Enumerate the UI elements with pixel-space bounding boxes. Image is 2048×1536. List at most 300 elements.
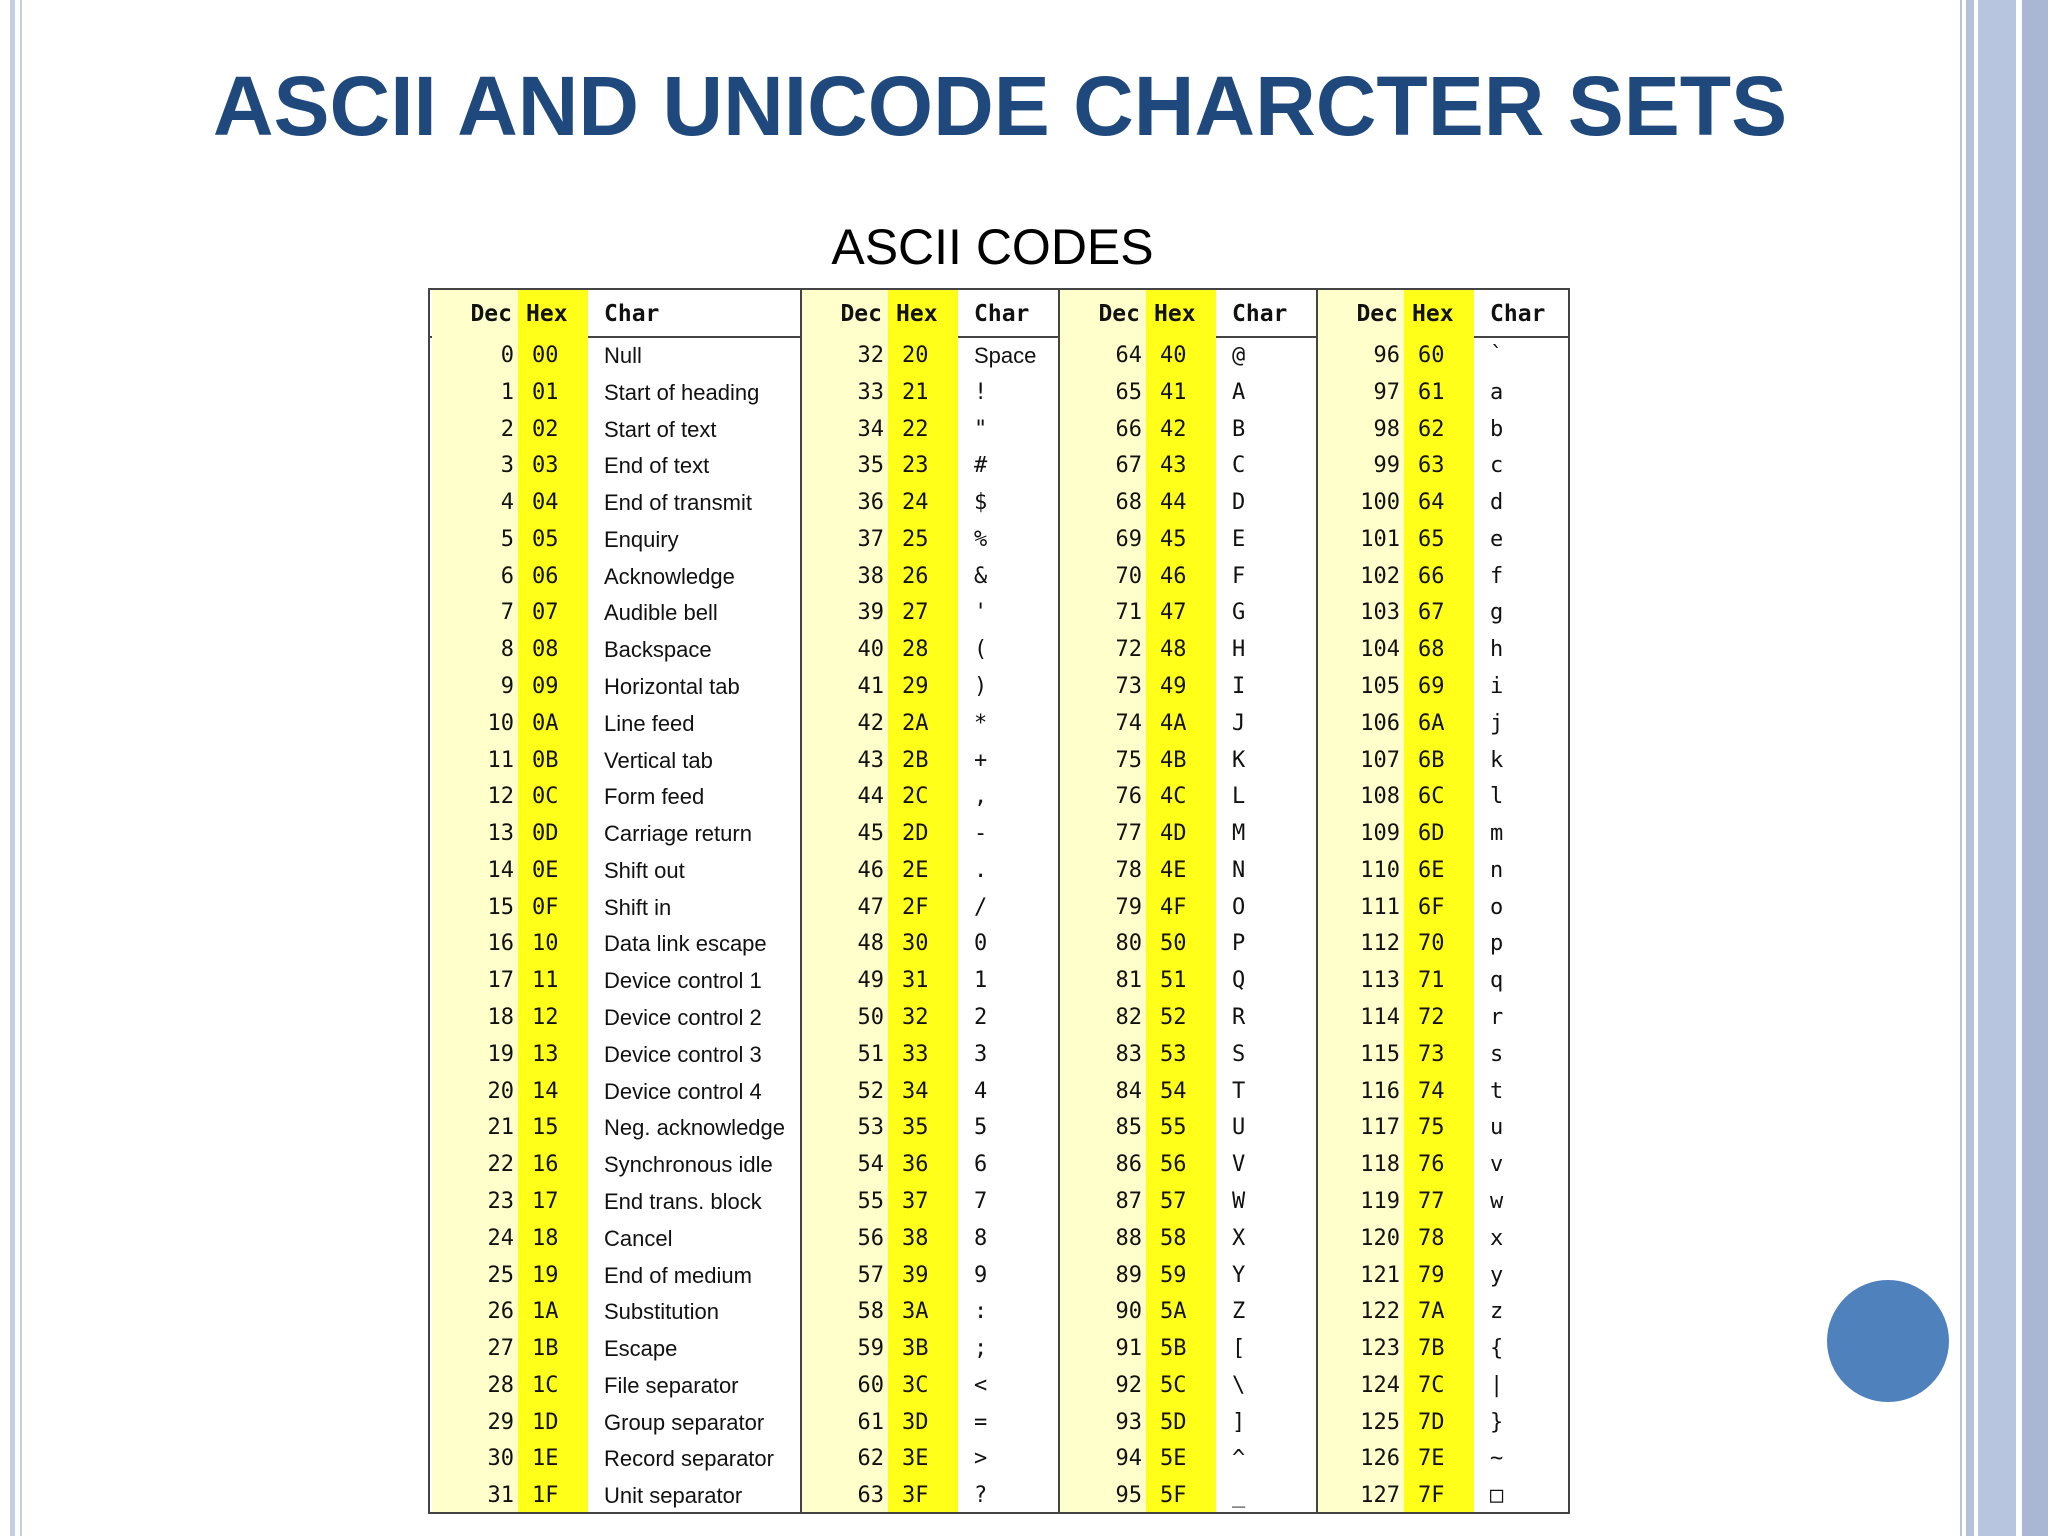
dec-cell: 48: [857, 931, 884, 957]
dec-cell: 111: [1360, 894, 1400, 920]
char-cell: R: [1232, 1005, 1246, 1031]
hex-cell: 4A: [1160, 710, 1187, 736]
char-cell: J: [1232, 710, 1246, 736]
hex-cell: 77: [1418, 1188, 1445, 1214]
dec-cell: 103: [1360, 600, 1400, 626]
dec-cell: 12: [487, 784, 514, 810]
hex-cell: 05: [532, 526, 559, 552]
dec-cell: 98: [1373, 416, 1400, 442]
dec-cell: 104: [1360, 637, 1400, 663]
dec-cell: 75: [1115, 747, 1142, 773]
header-hex: Hex: [1154, 301, 1196, 327]
hex-cell: 0B: [532, 747, 559, 773]
char-cell: Data link escape: [604, 931, 767, 957]
dec-cell: 22: [487, 1152, 514, 1178]
char-cell: (: [974, 637, 988, 663]
hex-cell: 75: [1418, 1115, 1445, 1141]
hex-cell: 6C: [1418, 784, 1445, 810]
char-cell: Backspace: [604, 637, 712, 663]
char-cell: Record separator: [604, 1446, 774, 1472]
hex-cell: 43: [1160, 453, 1187, 479]
char-cell: D: [1232, 490, 1246, 516]
hex-cell: 56: [1160, 1152, 1187, 1178]
char-cell: h: [1490, 637, 1504, 663]
header-hex: Hex: [1412, 301, 1454, 327]
char-cell: e: [1490, 526, 1504, 552]
hex-cell: 73: [1418, 1041, 1445, 1067]
char-cell: ;: [974, 1336, 988, 1362]
dec-cell: 60: [857, 1372, 884, 1398]
dec-cell: 56: [857, 1225, 884, 1251]
char-cell: Enquiry: [604, 526, 679, 552]
hex-cell: 13: [532, 1041, 559, 1067]
char-cell: z: [1490, 1299, 1504, 1325]
char-cell: .: [974, 857, 988, 883]
char-cell: }: [1490, 1409, 1504, 1435]
dec-cell: 90: [1115, 1299, 1142, 1325]
hex-cell: 68: [1418, 637, 1445, 663]
dec-cell: 115: [1360, 1041, 1400, 1067]
char-cell: Escape: [604, 1336, 678, 1362]
hex-cell: 5F: [1160, 1483, 1187, 1509]
dec-cell: 42: [857, 710, 884, 736]
char-cell: Device control 3: [604, 1041, 762, 1067]
char-cell: w: [1490, 1188, 1504, 1214]
hex-cell: 2E: [902, 857, 929, 883]
char-cell: 6: [974, 1152, 988, 1178]
hex-cell: 69: [1418, 674, 1445, 700]
hex-cell: 5A: [1160, 1299, 1187, 1325]
dec-cell: 39: [857, 600, 884, 626]
dec-cell: 118: [1360, 1152, 1400, 1178]
char-cell: End of text: [604, 453, 710, 479]
char-cell: 5: [974, 1115, 988, 1141]
char-cell: Substitution: [604, 1299, 719, 1325]
dec-cell: 34: [857, 416, 884, 442]
hex-cell: 33: [902, 1041, 929, 1067]
char-cell: Form feed: [604, 784, 705, 810]
hex-cell: 50: [1160, 931, 1187, 957]
dec-cell: 46: [857, 857, 884, 883]
char-cell: _: [1232, 1483, 1246, 1509]
hex-cell: 36: [902, 1152, 929, 1178]
hex-cell: 03: [532, 453, 559, 479]
header-hex: Hex: [526, 301, 568, 327]
dec-cell: 63: [857, 1483, 884, 1509]
hex-cell: 20: [902, 343, 929, 368]
hex-cell: 11: [532, 968, 559, 994]
dec-cell: 121: [1360, 1262, 1400, 1288]
char-cell: S: [1232, 1041, 1246, 1067]
hex-cell: 18: [532, 1225, 559, 1251]
hex-cell: 6E: [1418, 857, 1445, 883]
hex-cell: 5D: [1160, 1409, 1187, 1435]
char-cell: File separator: [604, 1372, 739, 1398]
char-cell: B: [1232, 416, 1246, 442]
hex-cell: 57: [1160, 1188, 1187, 1214]
char-cell: ~: [1490, 1446, 1504, 1472]
group-separator: [1058, 290, 1060, 1512]
hex-cell: 2B: [902, 747, 929, 773]
hex-cell: 41: [1160, 379, 1187, 405]
char-cell: Line feed: [604, 710, 695, 736]
header-char: Char: [1490, 301, 1546, 327]
hex-cell: 34: [902, 1078, 929, 1104]
char-cell: T: [1232, 1078, 1246, 1104]
char-cell: I: [1232, 674, 1246, 700]
dec-cell: 93: [1115, 1409, 1142, 1435]
hex-cell: 59: [1160, 1262, 1187, 1288]
hex-cell: 22: [902, 416, 929, 442]
hex-cell: 10: [532, 931, 559, 957]
hex-cell: 3A: [902, 1299, 929, 1325]
hex-cell: 06: [532, 563, 559, 589]
hex-cell: 01: [532, 379, 559, 405]
hex-cell: 4F: [1160, 894, 1187, 920]
char-cell: End of transmit: [604, 490, 752, 516]
group-separator: [1316, 290, 1318, 1512]
hex-cell: 58: [1160, 1225, 1187, 1251]
char-cell: U: [1232, 1115, 1246, 1141]
dec-cell: 113: [1360, 968, 1400, 994]
hex-cell: 67: [1418, 600, 1445, 626]
char-cell: 1: [974, 968, 988, 994]
dec-cell: 41: [857, 674, 884, 700]
hex-cell: 60: [1418, 343, 1445, 368]
dec-cell: 4: [500, 490, 514, 516]
char-cell: Carriage return: [604, 821, 752, 847]
hex-cell: 4D: [1160, 821, 1187, 847]
char-cell: ^: [1232, 1446, 1246, 1472]
char-cell: 0: [974, 931, 988, 957]
char-cell: &: [974, 563, 988, 589]
hex-cell: 53: [1160, 1041, 1187, 1067]
char-cell: 7: [974, 1188, 988, 1214]
dec-cell: 82: [1115, 1005, 1142, 1031]
dec-cell: 27: [487, 1336, 514, 1362]
char-cell: ': [974, 600, 988, 626]
char-cell: A: [1232, 379, 1246, 405]
char-cell: C: [1232, 453, 1246, 479]
dec-cell: 124: [1360, 1372, 1400, 1398]
hex-cell: 5B: [1160, 1336, 1187, 1362]
char-cell: d: [1490, 490, 1504, 516]
hex-cell: 45: [1160, 526, 1187, 552]
hex-cell: 0C: [532, 784, 559, 810]
hex-cell: 0F: [532, 894, 559, 920]
char-cell: u: [1490, 1115, 1504, 1141]
hex-cell: 3F: [902, 1483, 929, 1509]
dec-cell: 43: [857, 747, 884, 773]
dec-cell: 55: [857, 1188, 884, 1214]
dec-cell: 112: [1360, 931, 1400, 957]
hex-cell: 19: [532, 1262, 559, 1288]
char-cell: X: [1232, 1225, 1246, 1251]
dec-cell: 3: [500, 453, 514, 479]
header-hex: Hex: [896, 301, 938, 327]
char-cell: End of medium: [604, 1262, 752, 1288]
char-cell: !: [974, 379, 988, 405]
dec-cell: 20: [487, 1078, 514, 1104]
hex-cell: 4C: [1160, 784, 1187, 810]
char-cell: #: [974, 453, 988, 479]
char-cell: ): [974, 674, 988, 700]
dec-cell: 122: [1360, 1299, 1400, 1325]
dec-cell: 110: [1360, 857, 1400, 883]
dec-cell: 78: [1115, 857, 1142, 883]
dec-cell: 89: [1115, 1262, 1142, 1288]
header-dec: Dec: [470, 301, 512, 327]
dec-cell: 87: [1115, 1188, 1142, 1214]
hex-cell: 64: [1418, 490, 1445, 516]
dec-cell: 96: [1373, 343, 1400, 368]
char-cell: /: [974, 894, 988, 920]
char-cell: a: [1490, 379, 1504, 405]
char-cell: Audible bell: [604, 600, 718, 626]
dec-cell: 71: [1115, 600, 1142, 626]
char-cell: b: [1490, 416, 1504, 442]
dec-cell: 40: [857, 637, 884, 663]
dec-cell: 62: [857, 1446, 884, 1472]
hex-cell: 25: [902, 526, 929, 552]
dec-cell: 47: [857, 894, 884, 920]
hex-cell: 0D: [532, 821, 559, 847]
char-cell: >: [974, 1446, 988, 1472]
hex-cell: 49: [1160, 674, 1187, 700]
dec-cell: 106: [1360, 710, 1400, 736]
dec-cell: 25: [487, 1262, 514, 1288]
dec-cell: 36: [857, 490, 884, 516]
hex-cell: 65: [1418, 526, 1445, 552]
dec-cell: 74: [1115, 710, 1142, 736]
hex-cell: 70: [1418, 931, 1445, 957]
char-cell: Synchronous idle: [604, 1152, 773, 1178]
hex-cell: 12: [532, 1005, 559, 1031]
dec-cell: 19: [487, 1041, 514, 1067]
char-cell: Device control 2: [604, 1005, 762, 1031]
char-cell: +: [974, 747, 988, 773]
char-cell: 4: [974, 1078, 988, 1104]
dec-cell: 97: [1373, 379, 1400, 405]
hex-cell: 21: [902, 379, 929, 405]
hex-cell: 6F: [1418, 894, 1445, 920]
char-cell: V: [1232, 1152, 1246, 1178]
char-cell: `: [1490, 343, 1504, 368]
dec-cell: 105: [1360, 674, 1400, 700]
char-cell: P: [1232, 931, 1246, 957]
dec-cell: 9: [500, 674, 514, 700]
slide-title: ASCII AND UNICODE CHARCTER SETS: [212, 59, 1788, 153]
hex-cell: 02: [532, 416, 559, 442]
hex-cell: 0E: [532, 857, 559, 883]
hex-cell: 7B: [1418, 1336, 1445, 1362]
char-cell: l: [1490, 784, 1504, 810]
char-cell: □: [1490, 1483, 1504, 1509]
char-cell: {: [1490, 1336, 1504, 1362]
dec-cell: 45: [857, 821, 884, 847]
hex-cell: 7E: [1418, 1446, 1445, 1472]
dec-cell: 119: [1360, 1188, 1400, 1214]
dec-cell: 49: [857, 968, 884, 994]
header-char: Char: [604, 301, 660, 327]
dec-cell: 84: [1115, 1078, 1142, 1104]
dec-cell: 59: [857, 1336, 884, 1362]
char-cell: Start of text: [604, 416, 717, 442]
hex-cell: 79: [1418, 1262, 1445, 1288]
hex-cell: 76: [1418, 1152, 1445, 1178]
dec-cell: 10: [487, 710, 514, 736]
hex-cell: 40: [1160, 343, 1187, 368]
dec-cell: 70: [1115, 563, 1142, 589]
dec-cell: 95: [1115, 1483, 1142, 1509]
dec-cell: 44: [857, 784, 884, 810]
dec-cell: 32: [857, 343, 884, 368]
dec-cell: 81: [1115, 968, 1142, 994]
hex-cell: 7C: [1418, 1372, 1445, 1398]
char-cell: t: [1490, 1078, 1504, 1104]
char-cell: F: [1232, 563, 1246, 589]
hex-cell: 54: [1160, 1078, 1187, 1104]
dec-cell: 125: [1360, 1409, 1400, 1435]
hex-cell: 72: [1418, 1005, 1445, 1031]
dec-cell: 38: [857, 563, 884, 589]
decorative-circle: [1827, 1280, 1949, 1402]
dec-cell: 24: [487, 1225, 514, 1251]
dec-cell: 51: [857, 1041, 884, 1067]
dec-cell: 6: [500, 563, 514, 589]
hex-cell: 55: [1160, 1115, 1187, 1141]
char-cell: Z: [1232, 1299, 1246, 1325]
hex-cell: 51: [1160, 968, 1187, 994]
char-cell: Y: [1232, 1262, 1246, 1288]
hex-cell: 32: [902, 1005, 929, 1031]
char-cell: @: [1232, 343, 1246, 368]
char-cell: W: [1232, 1188, 1246, 1214]
char-cell: Q: [1232, 968, 1246, 994]
hex-cell: 1A: [532, 1299, 559, 1325]
dec-cell: 80: [1115, 931, 1142, 957]
char-cell: L: [1232, 784, 1246, 810]
dec-cell: 54: [857, 1152, 884, 1178]
hex-cell: 08: [532, 637, 559, 663]
char-cell: 9: [974, 1262, 988, 1288]
hex-cell: 38: [902, 1225, 929, 1251]
header-char: Char: [1232, 301, 1288, 327]
char-cell: Acknowledge: [604, 563, 735, 589]
char-cell: y: [1490, 1262, 1504, 1288]
char-cell: K: [1232, 747, 1246, 773]
dec-cell: 123: [1360, 1336, 1400, 1362]
dec-cell: 73: [1115, 674, 1142, 700]
header-dec: Dec: [840, 301, 882, 327]
group-separator: [800, 290, 802, 1512]
hex-cell: 3D: [902, 1409, 929, 1435]
hex-cell: 63: [1418, 453, 1445, 479]
hex-cell: 04: [532, 490, 559, 516]
dec-cell: 127: [1360, 1483, 1400, 1509]
hex-cell: 23: [902, 453, 929, 479]
dec-cell: 66: [1115, 416, 1142, 442]
hex-cell: 62: [1418, 416, 1445, 442]
dec-cell: 18: [487, 1005, 514, 1031]
char-cell: 3: [974, 1041, 988, 1067]
dec-cell: 61: [857, 1409, 884, 1435]
char-cell: Neg. acknowledge: [604, 1115, 786, 1141]
hex-cell: 6A: [1418, 710, 1445, 736]
hex-cell: 46: [1160, 563, 1187, 589]
char-cell: ]: [1232, 1409, 1246, 1435]
char-cell: Cancel: [604, 1225, 673, 1251]
hex-cell: 2D: [902, 821, 929, 847]
hex-cell: 7D: [1418, 1409, 1445, 1435]
char-cell: E: [1232, 526, 1246, 552]
char-cell: Shift out: [604, 857, 685, 883]
dec-cell: 52: [857, 1078, 884, 1104]
hex-cell: 4E: [1160, 857, 1187, 883]
dec-cell: 1: [500, 379, 514, 405]
dec-cell: 94: [1115, 1446, 1142, 1472]
hex-cell: 29: [902, 674, 929, 700]
hex-cell: 16: [532, 1152, 559, 1178]
dec-cell: 72: [1115, 637, 1142, 663]
char-cell: o: [1490, 894, 1504, 920]
char-cell: -: [974, 821, 988, 847]
dec-cell: 116: [1360, 1078, 1400, 1104]
char-cell: M: [1232, 821, 1246, 847]
dec-cell: 29: [487, 1409, 514, 1435]
dec-cell: 50: [857, 1005, 884, 1031]
char-cell: Group separator: [604, 1409, 765, 1435]
char-cell: H: [1232, 637, 1246, 663]
hex-cell: 44: [1160, 490, 1187, 516]
dec-cell: 126: [1360, 1446, 1400, 1472]
hex-cell: 1E: [532, 1446, 559, 1472]
hex-cell: 1D: [532, 1409, 559, 1435]
char-cell: *: [974, 710, 988, 736]
char-cell: [: [1232, 1336, 1246, 1362]
dec-cell: 14: [487, 857, 514, 883]
hex-cell: 7F: [1418, 1483, 1445, 1509]
ascii-table: [428, 288, 1570, 1514]
dec-cell: 88: [1115, 1225, 1142, 1251]
char-cell: Horizontal tab: [604, 674, 740, 700]
dec-cell: 31: [487, 1483, 514, 1509]
hex-cell: 2F: [902, 894, 929, 920]
hex-cell: 00: [532, 343, 559, 368]
char-cell: ": [974, 416, 988, 442]
dec-cell: 102: [1360, 563, 1400, 589]
dec-cell: 69: [1115, 526, 1142, 552]
dec-cell: 83: [1115, 1041, 1142, 1067]
hex-cell: 1C: [532, 1372, 559, 1398]
dec-cell: 101: [1360, 526, 1400, 552]
char-cell: 8: [974, 1225, 988, 1251]
char-cell: O: [1232, 894, 1246, 920]
char-cell: Vertical tab: [604, 747, 713, 773]
header-dec: Dec: [1356, 301, 1398, 327]
dec-cell: 114: [1360, 1005, 1400, 1031]
char-cell: k: [1490, 747, 1504, 773]
hex-cell: 6D: [1418, 821, 1445, 847]
hex-cell: 48: [1160, 637, 1187, 663]
char-cell: =: [974, 1409, 988, 1435]
hex-cell: 07: [532, 600, 559, 626]
char-cell: :: [974, 1299, 988, 1325]
dec-cell: 21: [487, 1115, 514, 1141]
char-cell: x: [1490, 1225, 1504, 1251]
dec-cell: 58: [857, 1299, 884, 1325]
dec-cell: 76: [1115, 784, 1142, 810]
